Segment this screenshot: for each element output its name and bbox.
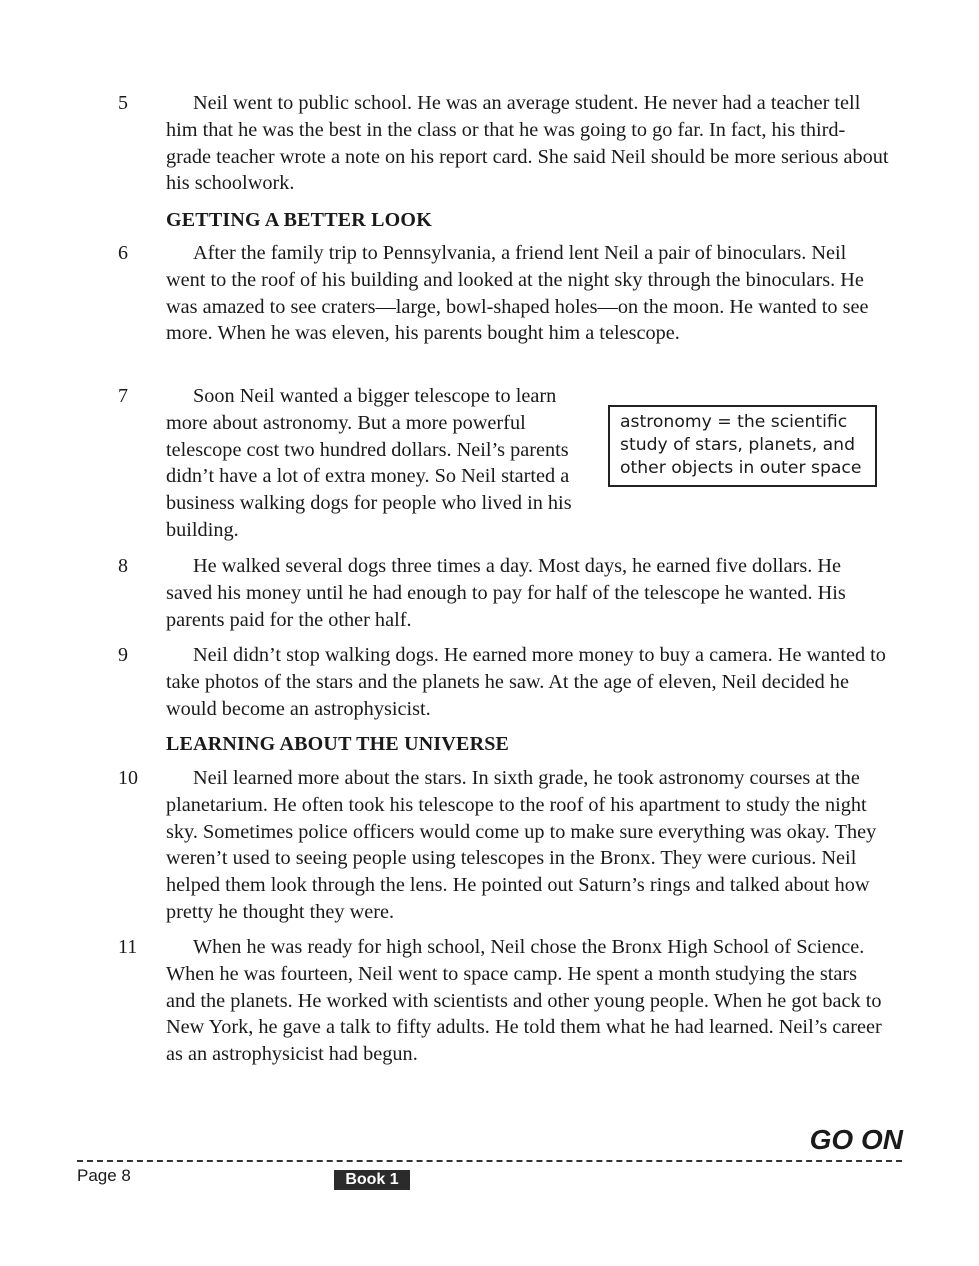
section-heading-getting-better-look: GETTING A BETTER LOOK xyxy=(166,209,432,231)
paragraph-text: After the family trip to Pennsylvania, a friend lent Neil a pair of binoculars. Neil went to the roof of his building and looked at the night sky through the binoculars. He was amazed to see craters—large, bowl-shaped holes—on the moon. He wanted to see more. When he was eleven, his parents bought him a telescope. xyxy=(166,242,869,345)
glossary-line: other objects in outer space xyxy=(620,458,862,478)
paragraph-text: He walked several dogs three times a day. Most days, he earned five dollars. He saved his money until he had enough to pay for half of the telescope he wanted. His parents paid for the other half. xyxy=(166,555,846,631)
book-label: Book 1 xyxy=(334,1170,410,1190)
paragraph-number: 10 xyxy=(118,767,138,789)
glossary-line: study of stars, planets, and xyxy=(620,435,855,455)
go-on-label: GO ON xyxy=(809,1124,903,1155)
paragraph-text: Neil learned more about the stars. In sixth grade, he took astronomy courses at the planetarium. He often took his telescope to the roof of his apartment to study the night sky. Sometimes police officers would come up to make sure everything was okay. They weren’t used to seeing people using telescopes in the Bronx. They were curious. Neil helped them look through the lens. He pointed out Saturn’s rings and talked about how pretty he thought they were. xyxy=(166,767,877,923)
glossary-box xyxy=(608,405,877,487)
paragraph-text: Neil didn’t stop walking dogs. He earned more money to buy a camera. He wanted to take photos of the stars and the planets he saw. At the age of eleven, Neil decided he would become an astrophysicist. xyxy=(166,644,886,720)
page-number: Page 8 xyxy=(77,1166,131,1185)
paragraph-text: When he was ready for high school, Neil chose the Bronx High School of Science. When he was fourteen, Neil went to space camp. He spent a month studying the stars and the planets. He worked with scientists and other young people. When he got back to New York, he gave a talk to fifty adults. He told them what he had learned. Neil’s career as an astrophysicist had begun. xyxy=(166,936,882,1066)
paragraph-number: 6 xyxy=(118,242,128,264)
glossary-line: astronomy = the scientific xyxy=(620,412,848,432)
section-heading-learning-universe: LEARNING ABOUT THE UNIVERSE xyxy=(166,733,510,755)
paragraph-number: 7 xyxy=(118,385,128,407)
paragraph-number: 11 xyxy=(118,936,138,958)
paragraph-number: 5 xyxy=(118,92,128,114)
paragraph-text: Neil went to public school. He was an average student. He never had a teacher tell him that he was the best in the class or that he was going to go far. In fact, his third-grade teacher wrote a note on his report card. She said Neil should be more serious about his schoolwork. xyxy=(166,92,889,195)
footer-divider xyxy=(77,1160,902,1162)
paragraph-number: 9 xyxy=(118,644,128,666)
paragraph-number: 8 xyxy=(118,555,128,577)
paragraph-text: Soon Neil wanted a bigger telescope to learn more about astronomy. But a more powerful telescope cost two hundred dollars. Neil’s parents didn’t have a lot of extra money. So Neil started a business walking dogs for people who lived in his building. xyxy=(166,385,572,541)
